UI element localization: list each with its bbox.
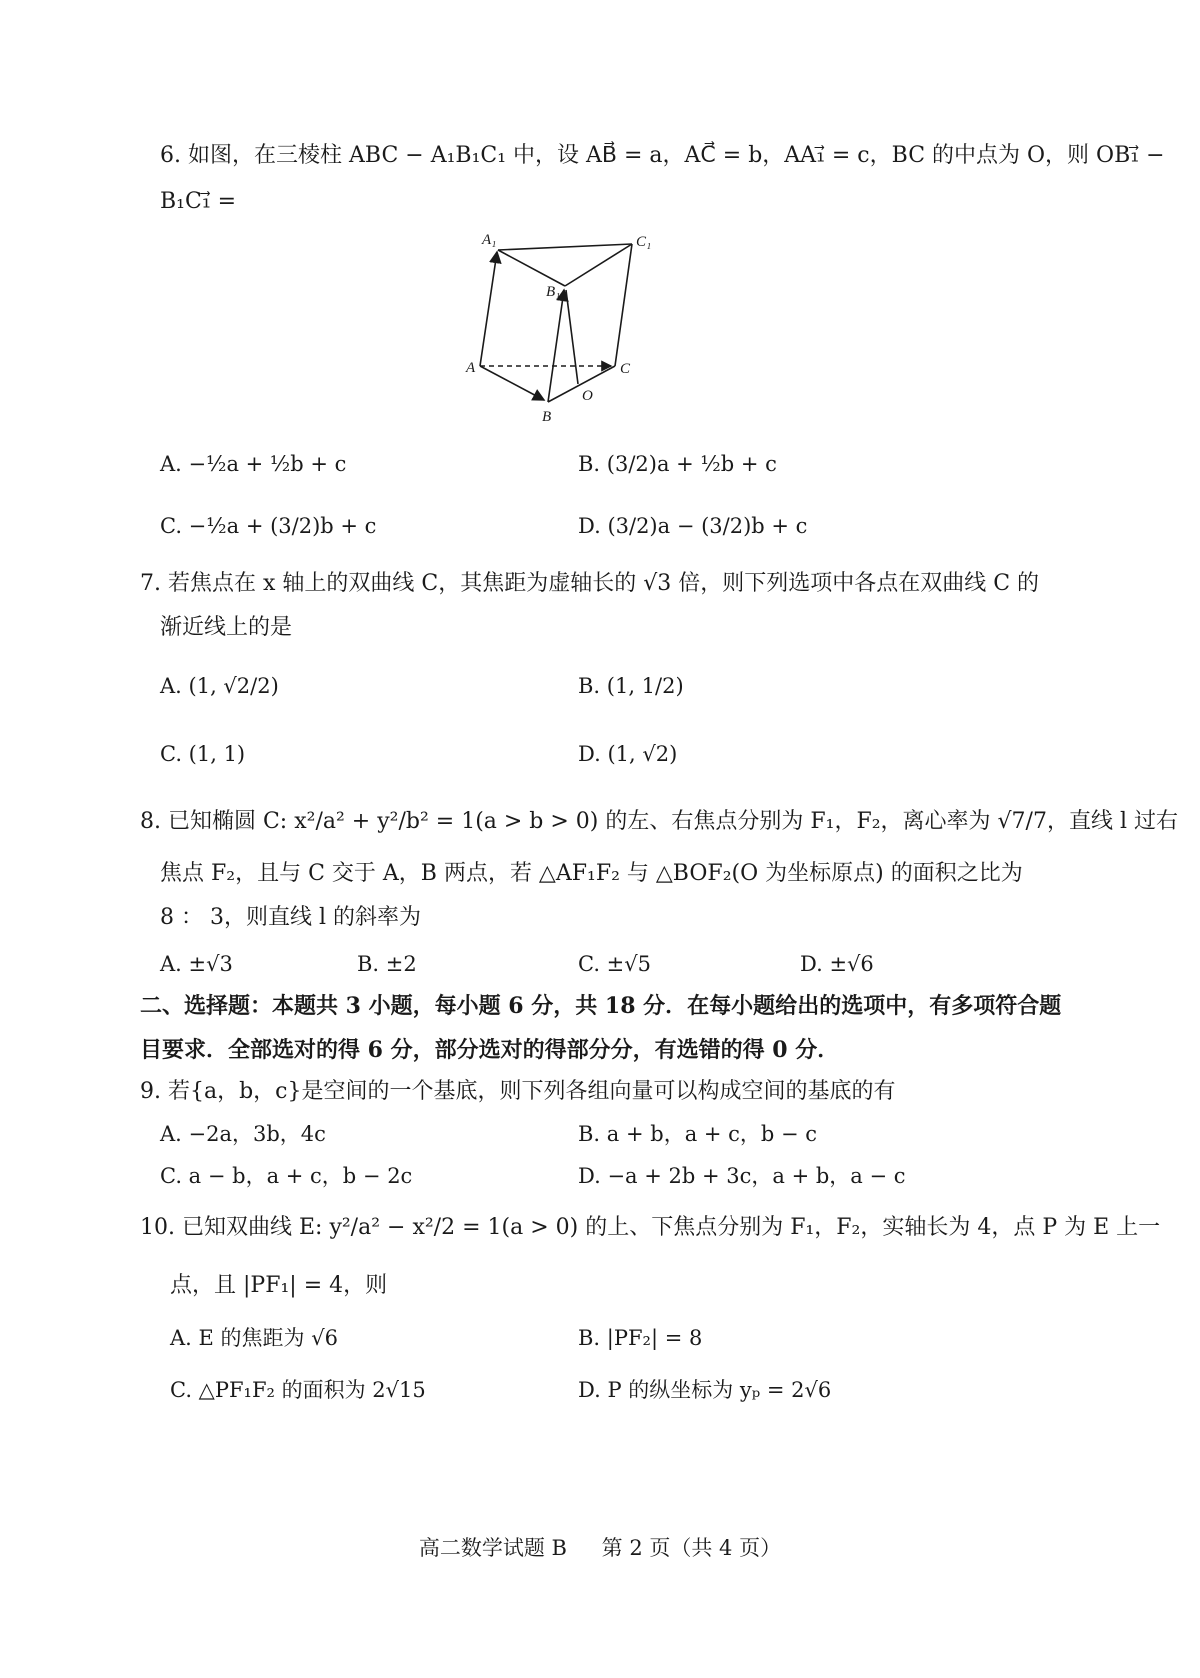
vector-ob1-line: [548, 290, 564, 402]
q6-option-d: D. (3/2)a − (3/2)b + c: [578, 514, 808, 538]
section2-heading-line1: 二、选择题：本题共 3 小题，每小题 6 分，共 18 分．在每小题给出的选项中，有多项符合题: [140, 993, 1062, 1019]
vector-ab: [480, 366, 544, 400]
q9-option-c: C. a − b，a + c，b − 2c: [160, 1164, 413, 1188]
q8-stem-line2: 焦点 F₂，且与 C 交于 A，B 两点，若 △AF₁F₂ 与 △BOF₂(O 为坐标原点) 的面积之比为: [160, 861, 1023, 886]
q7-option-b: B. (1, 1/2): [578, 674, 684, 698]
q6-option-c: C. −½a + (3/2)b + c: [160, 514, 377, 538]
edge-a1b1: [498, 250, 565, 286]
q9-option-a: A. −2a，3b，4c: [160, 1122, 326, 1146]
label-a1: A₁: [482, 232, 497, 248]
q6-stem-line1: 6. 如图，在三棱柱 ABC − A₁B₁C₁ 中，设 AB⃗ = a，AC⃗ = b，AA₁⃗ = c，BC 的中点为 O，则 OB₁⃗ −: [160, 143, 1165, 168]
q7-stem-line1: 7. 若焦点在 x 轴上的双曲线 C，其焦距为虚轴长的 √3 倍，则下列选项中各点在双曲线 C 的: [140, 571, 1040, 596]
q7-stem-line2: 渐近线上的是: [160, 615, 293, 640]
label-b: B: [542, 409, 552, 425]
q10-option-a: A. E 的焦距为 √6: [170, 1326, 338, 1350]
edge-b1c1: [565, 244, 632, 286]
label-c: C: [620, 361, 631, 377]
q9-stem: 9. 若{a，b，c}是空间的一个基底，则下列各组向量可以构成空间的基底的有: [140, 1079, 896, 1104]
q10-option-b: B. |PF₂| = 8: [578, 1326, 703, 1350]
q7-option-a: A. (1, √2/2): [160, 674, 279, 698]
q8-stem-line1: 8. 已知椭圆 C: x²/a² + y²/b² = 1(a > b > 0) 的左、右焦点分别为 F₁，F₂，离心率为 √7/7，直线 l 过右: [140, 809, 1178, 834]
q9-option-d: D. −a + 2b + 3c，a + b，a − c: [578, 1164, 906, 1188]
edge-cc1: [615, 244, 632, 366]
q8-option-b: B. ±2: [357, 952, 417, 976]
edge-ob1: [566, 290, 578, 384]
q6-option-b: B. (3/2)a + ½b + c: [578, 452, 777, 476]
label-b1: B₁: [546, 284, 561, 300]
page-footer: [0, 1533, 1200, 1563]
footer-page-number: 第 2 页（共 4 页）: [601, 1536, 782, 1560]
label-a: A: [466, 360, 476, 376]
q8-option-d: D. ±√6: [800, 952, 874, 976]
vector-aa1: [480, 252, 497, 366]
q7-option-d: D. (1, √2): [578, 742, 678, 766]
q10-stem-line2: 点，且 |PF₁| = 4，则: [170, 1273, 388, 1298]
label-c1: C₁: [636, 234, 652, 250]
footer-subject: 高二数学试题 B: [418, 1536, 567, 1560]
q8-option-c: C. ±√5: [578, 952, 652, 976]
q10-stem-line1: 10. 已知双曲线 E: y²/a² − x²/2 = 1(a > 0) 的上、下焦点分别为 F₁，F₂，实轴长为 4，点 P 为 E 上一: [140, 1215, 1161, 1240]
prism-figure: [466, 232, 690, 450]
q6-option-a: A. −½a + ½b + c: [160, 452, 347, 476]
q10-option-c: C. △PF₁F₂ 的面积为 2√15: [170, 1378, 426, 1402]
q8-stem-line3: 8 ： 3，则直线 l 的斜率为: [160, 905, 422, 930]
section2-heading-line2: 目要求．全部选对的得 6 分，部分选对的得部分分，有选错的得 0 分．: [140, 1037, 840, 1063]
label-o: O: [582, 388, 593, 404]
prism-diagram: [466, 232, 690, 450]
q8-option-a: A. ±√3: [160, 952, 233, 976]
q6-stem-line2: B₁C₁⃗ =: [160, 189, 237, 214]
q7-option-c: C. (1, 1): [160, 742, 246, 766]
edge-a1c1: [498, 244, 632, 250]
q9-option-b: B. a + b，a + c，b − c: [578, 1122, 818, 1146]
q10-option-d: D. P 的纵坐标为 yₚ = 2√6: [578, 1378, 832, 1402]
